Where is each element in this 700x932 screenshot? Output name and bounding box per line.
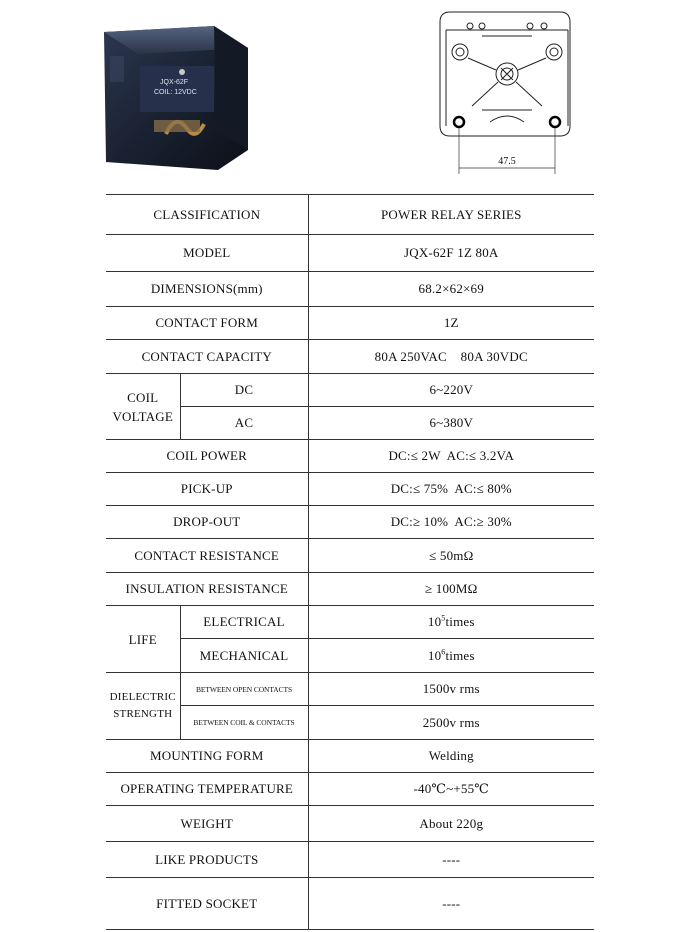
row-contact-capacity bbox=[106, 340, 594, 374]
relay-marking-model: JQX-62F bbox=[160, 79, 189, 86]
life-electrical-label: ELECTRICAL bbox=[180, 606, 308, 639]
model-value: JQX-62F 1Z 80A bbox=[308, 235, 594, 272]
dimensions-value: 68.2×62×69 bbox=[308, 272, 594, 307]
life-mechanical-unit: times bbox=[445, 647, 475, 663]
like-products-label: LIKE PRODUCTS bbox=[106, 842, 308, 878]
row-mounting-form bbox=[106, 740, 594, 773]
contact-capacity-value: 80A 250VAC 80A 30VDC bbox=[308, 340, 594, 374]
row-life-mechanical bbox=[106, 639, 594, 673]
coil-power-value: DC:≤ 2W AC:≤ 3.2VA bbox=[308, 440, 594, 473]
mounting-form-label: MOUNTING FORM bbox=[106, 740, 308, 773]
row-contact-form bbox=[106, 307, 594, 340]
life-label: LIFE bbox=[106, 606, 180, 673]
relay-marking-coil: COIL: 12VDC bbox=[154, 89, 197, 96]
life-mechanical-exponent: 6 bbox=[441, 647, 446, 657]
fitted-socket-value: ---- bbox=[308, 878, 594, 930]
contact-form-value: 1Z bbox=[308, 307, 594, 340]
life-electrical-base: 10 bbox=[427, 614, 442, 629]
dielectric-label-line1: DIELECTRIC bbox=[109, 691, 176, 703]
row-contact-resistance bbox=[106, 539, 594, 573]
row-coil-voltage-dc bbox=[106, 374, 594, 407]
row-classification bbox=[106, 195, 594, 235]
dielectric-open-value: 1500v rms bbox=[308, 673, 594, 706]
row-coil-voltage-ac bbox=[106, 407, 594, 440]
life-mechanical-value bbox=[308, 639, 594, 673]
row-insulation-resistance bbox=[106, 573, 594, 606]
pick-up-label: PICK-UP bbox=[106, 473, 308, 506]
insulation-resistance-label: INSULATION RESISTANCE bbox=[106, 573, 308, 606]
row-dielectric-coil bbox=[106, 706, 594, 740]
relay-photo bbox=[96, 22, 256, 172]
coil-dc-label: DC bbox=[180, 374, 308, 407]
coil-ac-value: 6~380V bbox=[308, 407, 594, 440]
row-dimensions bbox=[106, 272, 594, 307]
life-electrical-exponent: 5 bbox=[441, 613, 446, 623]
weight-value: About 220g bbox=[308, 806, 594, 842]
coil-voltage-label-line2: VOLTAGE bbox=[112, 408, 174, 424]
row-operating-temperature bbox=[106, 773, 594, 806]
weight-label: WEIGHT bbox=[106, 806, 308, 842]
coil-power-label: COIL POWER bbox=[106, 440, 308, 473]
coil-ac-label: AC bbox=[180, 407, 308, 440]
model-label: MODEL bbox=[106, 235, 308, 272]
coil-voltage-label-line1: COIL bbox=[127, 389, 159, 405]
life-electrical-value bbox=[308, 606, 594, 639]
relay-dimension-drawing bbox=[432, 6, 582, 176]
operating-temperature-label: OPERATING TEMPERATURE bbox=[106, 773, 308, 806]
row-like-products bbox=[106, 842, 594, 878]
row-coil-power bbox=[106, 440, 594, 473]
pick-up-value: DC:≤ 75% AC:≤ 80% bbox=[308, 473, 594, 506]
row-fitted-socket bbox=[106, 878, 594, 930]
row-dielectric-open bbox=[106, 673, 594, 706]
row-drop-out bbox=[106, 506, 594, 539]
dielectric-coil-label: BETWEEN COIL & CONTACTS bbox=[180, 706, 308, 740]
contact-form-label: CONTACT FORM bbox=[106, 307, 308, 340]
drop-out-value: DC:≥ 10% AC:≥ 30% bbox=[308, 506, 594, 539]
row-life-electrical bbox=[106, 606, 594, 639]
classification-label: CLASSIFICATION bbox=[106, 195, 308, 235]
mounting-form-value: Welding bbox=[308, 740, 594, 773]
life-mechanical-base: 10 bbox=[427, 647, 442, 663]
row-pick-up bbox=[106, 473, 594, 506]
dimension-label: 47.5 bbox=[498, 156, 516, 167]
operating-temperature-value: -40℃~+55℃ bbox=[308, 773, 594, 806]
contact-resistance-label: CONTACT RESISTANCE bbox=[106, 539, 308, 573]
row-model bbox=[106, 235, 594, 272]
dielectric-label-line2: STRENGTH bbox=[113, 708, 173, 720]
classification-value: POWER RELAY SERIES bbox=[308, 195, 594, 235]
coil-voltage-label bbox=[106, 374, 180, 440]
dielectric-label bbox=[106, 673, 180, 740]
dielectric-coil-value: 2500v rms bbox=[308, 706, 594, 740]
row-weight bbox=[106, 806, 594, 842]
dielectric-open-label: BETWEEN OPEN CONTACTS bbox=[180, 673, 308, 706]
life-electrical-unit: times bbox=[445, 614, 475, 629]
fitted-socket-label: FITTED SOCKET bbox=[106, 878, 308, 930]
spec-table bbox=[106, 194, 594, 930]
like-products-value: ---- bbox=[308, 842, 594, 878]
insulation-resistance-value: ≥ 100MΩ bbox=[308, 573, 594, 606]
contact-resistance-value: ≤ 50mΩ bbox=[308, 539, 594, 573]
dimensions-label: DIMENSIONS(mm) bbox=[106, 272, 308, 307]
drop-out-label: DROP-OUT bbox=[106, 506, 308, 539]
life-mechanical-label: MECHANICAL bbox=[180, 639, 308, 673]
coil-dc-value: 6~220V bbox=[308, 374, 594, 407]
contact-capacity-label: CONTACT CAPACITY bbox=[106, 340, 308, 374]
